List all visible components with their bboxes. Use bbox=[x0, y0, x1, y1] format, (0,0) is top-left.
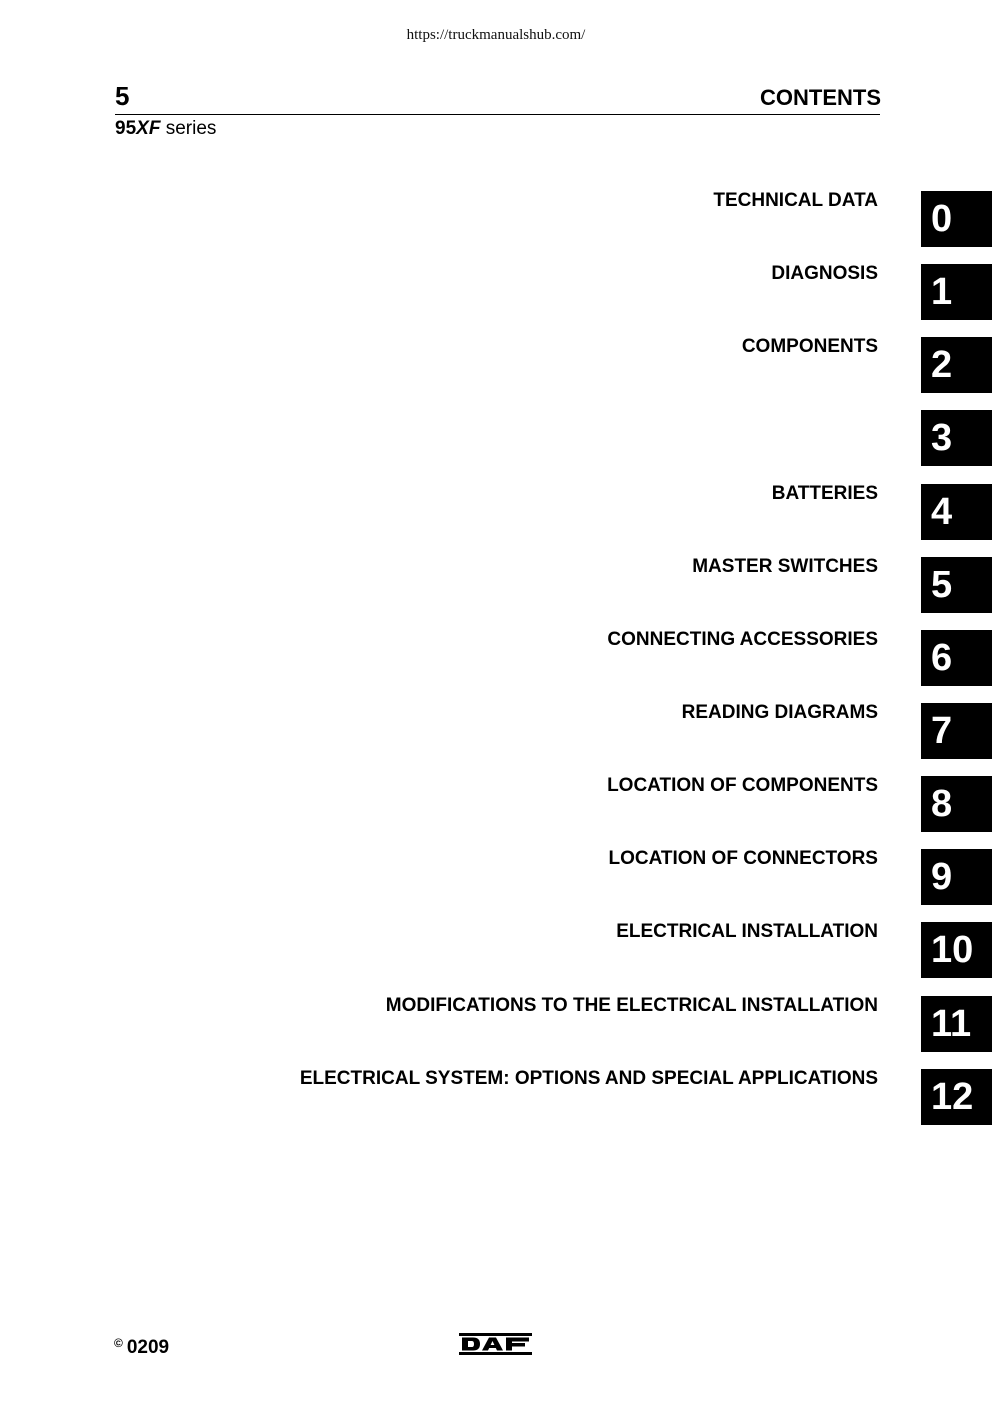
toc-label[interactable]: DIAGNOSIS bbox=[771, 263, 878, 284]
toc-row bbox=[0, 189, 992, 245]
chapter-tab-1[interactable]: 1 bbox=[921, 264, 992, 320]
series-label bbox=[115, 117, 216, 141]
chapter-tab-3[interactable]: 3 bbox=[921, 410, 992, 466]
toc-row bbox=[0, 774, 992, 830]
toc-row bbox=[0, 994, 992, 1050]
chapter-tab-5[interactable]: 5 bbox=[921, 557, 992, 613]
toc-row bbox=[0, 920, 992, 976]
series-word: series bbox=[160, 118, 217, 139]
chapter-tab-12[interactable]: 12 bbox=[921, 1069, 992, 1125]
footer-code-value: 0209 bbox=[126, 1337, 170, 1358]
footer-code bbox=[114, 1336, 169, 1359]
toc-label[interactable]: CONNECTING ACCESSORIES bbox=[607, 629, 878, 650]
toc-label[interactable]: ELECTRICAL INSTALLATION bbox=[616, 921, 878, 942]
section-number: 5 bbox=[115, 81, 130, 111]
page-title: CONTENTS bbox=[760, 85, 881, 110]
chapter-tab-10[interactable]: 10 bbox=[921, 922, 992, 978]
chapter-tab-4[interactable]: 4 bbox=[921, 484, 992, 540]
toc-row bbox=[0, 847, 992, 903]
chapter-tab-7[interactable]: 7 bbox=[921, 703, 992, 759]
toc-row bbox=[0, 1067, 992, 1123]
toc-label[interactable]: ELECTRICAL SYSTEM: OPTIONS AND SPECIAL APPLICATIONS bbox=[299, 1068, 878, 1089]
toc-label[interactable]: LOCATION OF CONNECTORS bbox=[608, 848, 878, 869]
toc-row bbox=[0, 335, 992, 391]
toc-label[interactable]: LOCATION OF COMPONENTS bbox=[607, 775, 878, 796]
toc-row bbox=[0, 482, 992, 538]
toc-row bbox=[0, 262, 992, 318]
toc-row bbox=[0, 628, 992, 684]
toc-label[interactable]: MODIFICATIONS TO THE ELECTRICAL INSTALLATION bbox=[385, 995, 878, 1016]
toc-row bbox=[0, 701, 992, 757]
chapter-tab-8[interactable]: 8 bbox=[921, 776, 992, 832]
toc-row bbox=[0, 555, 992, 611]
series-model-suffix: XF bbox=[136, 118, 161, 139]
series-model: 95 bbox=[115, 118, 137, 139]
chapter-tab-2[interactable]: 2 bbox=[921, 337, 992, 393]
toc-label[interactable]: READING DIAGRAMS bbox=[681, 702, 878, 723]
source-url: https://truckmanualshub.com/ bbox=[406, 27, 586, 43]
toc-label[interactable]: TECHNICAL DATA bbox=[713, 190, 878, 211]
chapter-tab-11[interactable]: 11 bbox=[921, 996, 992, 1052]
chapter-tab-9[interactable]: 9 bbox=[921, 849, 992, 905]
toc-row bbox=[0, 408, 992, 464]
chapter-tab-0[interactable]: 0 bbox=[921, 191, 992, 247]
toc-label[interactable]: MASTER SWITCHES bbox=[692, 556, 878, 577]
chapter-tab-6[interactable]: 6 bbox=[921, 630, 992, 686]
toc-label[interactable]: BATTERIES bbox=[771, 483, 878, 504]
toc-label[interactable]: COMPONENTS bbox=[741, 336, 878, 357]
header-divider bbox=[115, 114, 880, 115]
daf-logo bbox=[459, 1333, 532, 1355]
copyright-icon: © bbox=[114, 1336, 123, 1350]
